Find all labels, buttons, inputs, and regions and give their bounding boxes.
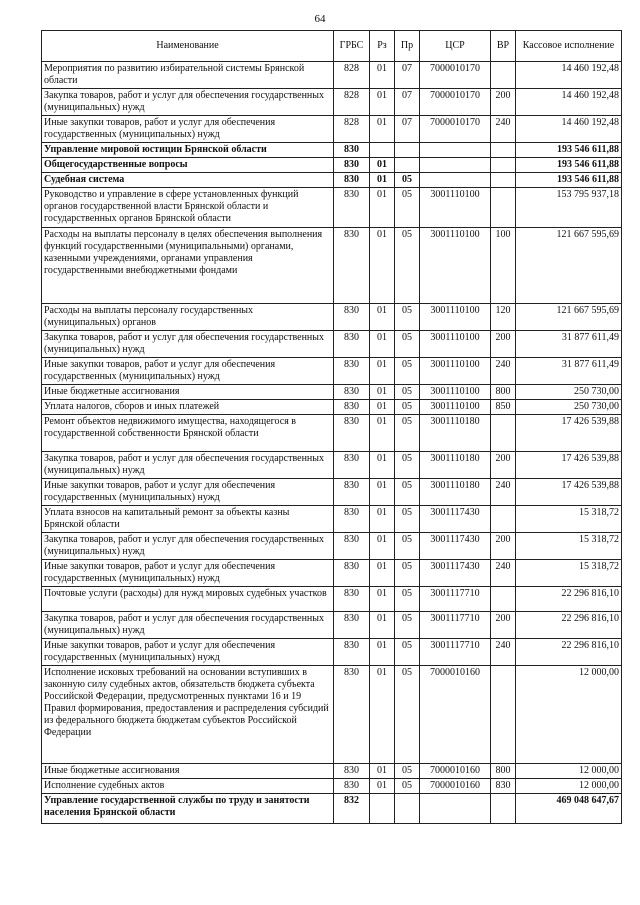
cell-name: Закупка товаров, работ и услуг для обеспечения государственных (муниципальных) нужд — [42, 533, 334, 560]
cell-rz — [370, 794, 395, 824]
cell-pr: 05 — [395, 400, 420, 415]
cell-pr: 05 — [395, 560, 420, 587]
cell-amount: 22 296 816,10 — [516, 639, 622, 666]
cell-grbs: 830 — [334, 400, 370, 415]
cell-amount: 250 730,00 — [516, 400, 622, 415]
cell-pr: 05 — [395, 533, 420, 560]
header-vr: ВР — [491, 31, 516, 62]
cell-name: Ремонт объектов недвижимого имущества, находящегося в государственной собственности Брянской области — [42, 415, 334, 452]
cell-vr: 200 — [491, 331, 516, 358]
cell-grbs: 830 — [334, 173, 370, 188]
cell-rz: 01 — [370, 89, 395, 116]
cell-name: Исполнение судебных актов — [42, 779, 334, 794]
cell-rz: 01 — [370, 304, 395, 331]
cell-pr: 07 — [395, 62, 420, 89]
table-row — [42, 764, 622, 779]
cell-vr — [491, 506, 516, 533]
cell-amount: 17 426 539,88 — [516, 452, 622, 479]
table-header-row — [42, 31, 622, 62]
cell-grbs: 830 — [334, 779, 370, 794]
cell-name: Исполнение исковых требований на основании вступивших в законную силу судебных актов, обязательств бюджета субъекта Российской Федерации, предусмотренных пунктами 16 и 19 Правил формирования, предоставления и распределения субсидий из федерального бюджета бюджетам субъектов Российской Федерации — [42, 666, 334, 764]
cell-name: Управление государственной службы по труду и занятости населения Брянской области — [42, 794, 334, 824]
table-row — [42, 358, 622, 385]
cell-name: Управление мировой юстиции Брянской области — [42, 143, 334, 158]
cell-amount: 15 318,72 — [516, 560, 622, 587]
header-name: Наименование — [42, 31, 334, 62]
cell-grbs: 830 — [334, 587, 370, 612]
cell-vr: 200 — [491, 533, 516, 560]
cell-rz: 01 — [370, 331, 395, 358]
cell-rz: 01 — [370, 560, 395, 587]
cell-pr: 05 — [395, 228, 420, 304]
cell-name: Иные закупки товаров, работ и услуг для обеспечения государственных (муниципальных) нужд — [42, 479, 334, 506]
cell-vr: 800 — [491, 764, 516, 779]
cell-rz: 01 — [370, 385, 395, 400]
cell-name: Иные бюджетные ассигнования — [42, 385, 334, 400]
cell-name: Расходы на выплаты персоналу в целях обеспечения выполнения функций государственными (муниципальными) органами, казенными учреждениями, органами управления государственными внебюджетными фондами — [42, 228, 334, 304]
cell-amount: 12 000,00 — [516, 764, 622, 779]
cell-rz: 01 — [370, 506, 395, 533]
cell-vr: 240 — [491, 116, 516, 143]
cell-amount: 250 730,00 — [516, 385, 622, 400]
cell-vr — [491, 158, 516, 173]
cell-grbs: 830 — [334, 358, 370, 385]
cell-rz: 01 — [370, 228, 395, 304]
cell-grbs: 830 — [334, 304, 370, 331]
cell-rz — [370, 143, 395, 158]
cell-grbs: 832 — [334, 794, 370, 824]
table-row — [42, 794, 622, 824]
budget-table — [41, 30, 622, 824]
cell-grbs: 830 — [334, 385, 370, 400]
cell-pr: 05 — [395, 612, 420, 639]
cell-grbs: 830 — [334, 188, 370, 228]
cell-vr: 850 — [491, 400, 516, 415]
cell-csr — [420, 143, 491, 158]
cell-vr: 240 — [491, 479, 516, 506]
cell-csr: 3001110100 — [420, 331, 491, 358]
cell-pr: 05 — [395, 188, 420, 228]
cell-vr: 830 — [491, 779, 516, 794]
cell-amount: 15 318,72 — [516, 533, 622, 560]
cell-name: Расходы на выплаты персоналу государственных (муниципальных) органов — [42, 304, 334, 331]
cell-rz: 01 — [370, 764, 395, 779]
cell-grbs: 828 — [334, 89, 370, 116]
cell-name: Закупка товаров, работ и услуг для обеспечения государственных (муниципальных) нужд — [42, 89, 334, 116]
cell-rz: 01 — [370, 612, 395, 639]
cell-csr — [420, 158, 491, 173]
cell-pr: 05 — [395, 764, 420, 779]
cell-grbs: 828 — [334, 62, 370, 89]
cell-name: Почтовые услуги (расходы) для нужд мировых судебных участков — [42, 587, 334, 612]
cell-name: Судебная система — [42, 173, 334, 188]
cell-vr: 200 — [491, 612, 516, 639]
cell-pr — [395, 143, 420, 158]
table-row — [42, 331, 622, 358]
cell-grbs: 830 — [334, 143, 370, 158]
cell-grbs: 830 — [334, 158, 370, 173]
cell-vr — [491, 143, 516, 158]
cell-csr: 3001110100 — [420, 385, 491, 400]
table-row — [42, 385, 622, 400]
cell-grbs: 830 — [334, 479, 370, 506]
table-body — [42, 62, 622, 824]
cell-csr: 3001110100 — [420, 358, 491, 385]
cell-pr — [395, 158, 420, 173]
table-row — [42, 779, 622, 794]
cell-name: Закупка товаров, работ и услуг для обеспечения государственных (муниципальных) нужд — [42, 331, 334, 358]
cell-pr — [395, 794, 420, 824]
cell-vr — [491, 415, 516, 452]
cell-grbs: 830 — [334, 415, 370, 452]
cell-csr — [420, 173, 491, 188]
cell-csr: 3001110100 — [420, 228, 491, 304]
table-row — [42, 173, 622, 188]
cell-amount: 121 667 595,69 — [516, 304, 622, 331]
cell-csr: 3001117710 — [420, 639, 491, 666]
cell-rz: 01 — [370, 587, 395, 612]
cell-amount: 12 000,00 — [516, 779, 622, 794]
cell-amount: 14 460 192,48 — [516, 89, 622, 116]
cell-grbs: 830 — [334, 533, 370, 560]
cell-csr: 3001117430 — [420, 506, 491, 533]
table-row — [42, 612, 622, 639]
cell-amount: 193 546 611,88 — [516, 173, 622, 188]
cell-grbs: 830 — [334, 764, 370, 779]
cell-csr: 7000010170 — [420, 62, 491, 89]
cell-amount: 17 426 539,88 — [516, 479, 622, 506]
cell-csr: 3001117430 — [420, 533, 491, 560]
cell-pr: 07 — [395, 116, 420, 143]
cell-name: Закупка товаров, работ и услуг для обеспечения государственных (муниципальных) нужд — [42, 612, 334, 639]
cell-rz: 01 — [370, 158, 395, 173]
cell-grbs: 830 — [334, 331, 370, 358]
cell-amount: 22 296 816,10 — [516, 612, 622, 639]
cell-name: Закупка товаров, работ и услуг для обеспечения государственных (муниципальных) нужд — [42, 452, 334, 479]
cell-rz: 01 — [370, 779, 395, 794]
cell-pr: 05 — [395, 506, 420, 533]
cell-csr: 3001110180 — [420, 452, 491, 479]
cell-csr: 3001110180 — [420, 479, 491, 506]
cell-pr: 05 — [395, 304, 420, 331]
cell-csr: 7000010170 — [420, 89, 491, 116]
cell-amount: 193 546 611,88 — [516, 143, 622, 158]
cell-grbs: 830 — [334, 666, 370, 764]
cell-vr: 240 — [491, 358, 516, 385]
cell-name: Руководство и управление в сфере установленных функций органов государственной власти Брянской области и государственных органов Брянской области — [42, 188, 334, 228]
cell-csr: 3001110100 — [420, 304, 491, 331]
cell-vr — [491, 62, 516, 89]
page-number: 64 — [314, 13, 326, 25]
cell-amount: 14 460 192,48 — [516, 116, 622, 143]
cell-csr: 7000010160 — [420, 666, 491, 764]
cell-name: Иные закупки товаров, работ и услуг для обеспечения государственных (муниципальных) нужд — [42, 358, 334, 385]
cell-vr: 800 — [491, 385, 516, 400]
cell-vr: 240 — [491, 639, 516, 666]
cell-amount: 121 667 595,69 — [516, 228, 622, 304]
cell-csr: 3001110100 — [420, 188, 491, 228]
table-row — [42, 228, 622, 304]
cell-pr: 05 — [395, 452, 420, 479]
header-csr: ЦСР — [420, 31, 491, 62]
table-row — [42, 533, 622, 560]
cell-rz: 01 — [370, 62, 395, 89]
cell-vr: 240 — [491, 560, 516, 587]
cell-rz: 01 — [370, 452, 395, 479]
cell-grbs: 830 — [334, 639, 370, 666]
cell-pr: 05 — [395, 587, 420, 612]
cell-vr — [491, 188, 516, 228]
cell-amount: 12 000,00 — [516, 666, 622, 764]
cell-amount: 469 048 647,67 — [516, 794, 622, 824]
cell-pr: 05 — [395, 415, 420, 452]
table-row — [42, 506, 622, 533]
cell-rz: 01 — [370, 358, 395, 385]
table-row — [42, 158, 622, 173]
table-row — [42, 62, 622, 89]
cell-vr — [491, 794, 516, 824]
cell-rz: 01 — [370, 533, 395, 560]
cell-amount: 31 877 611,49 — [516, 331, 622, 358]
table-row — [42, 143, 622, 158]
cell-csr: 7000010160 — [420, 779, 491, 794]
cell-grbs: 830 — [334, 560, 370, 587]
cell-amount: 22 296 816,10 — [516, 587, 622, 612]
cell-amount: 15 318,72 — [516, 506, 622, 533]
cell-pr: 05 — [395, 385, 420, 400]
table-row — [42, 452, 622, 479]
cell-csr: 7000010170 — [420, 116, 491, 143]
cell-csr: 3001110100 — [420, 400, 491, 415]
cell-pr: 05 — [395, 173, 420, 188]
table-row — [42, 415, 622, 452]
cell-amount: 153 795 937,18 — [516, 188, 622, 228]
table-row — [42, 188, 622, 228]
cell-rz: 01 — [370, 415, 395, 452]
cell-pr: 05 — [395, 779, 420, 794]
cell-rz: 01 — [370, 639, 395, 666]
cell-name: Уплата взносов на капитальный ремонт за объекты казны Брянской области — [42, 506, 334, 533]
cell-amount: 17 426 539,88 — [516, 415, 622, 452]
cell-vr — [491, 666, 516, 764]
cell-grbs: 830 — [334, 612, 370, 639]
table-row — [42, 89, 622, 116]
cell-pr: 05 — [395, 358, 420, 385]
cell-name: Мероприятия по развитию избирательной системы Брянской области — [42, 62, 334, 89]
cell-grbs: 830 — [334, 452, 370, 479]
cell-pr: 05 — [395, 479, 420, 506]
cell-grbs: 830 — [334, 506, 370, 533]
header-amount: Кассовое исполнение — [516, 31, 622, 62]
cell-vr — [491, 587, 516, 612]
cell-grbs: 830 — [334, 228, 370, 304]
cell-name: Общегосударственные вопросы — [42, 158, 334, 173]
table-row — [42, 304, 622, 331]
cell-csr: 3001117430 — [420, 560, 491, 587]
cell-amount: 193 546 611,88 — [516, 158, 622, 173]
cell-name: Иные закупки товаров, работ и услуг для обеспечения государственных (муниципальных) нужд — [42, 639, 334, 666]
table-row — [42, 560, 622, 587]
cell-csr: 3001117710 — [420, 612, 491, 639]
cell-vr: 200 — [491, 452, 516, 479]
cell-name: Иные бюджетные ассигнования — [42, 764, 334, 779]
table-row — [42, 587, 622, 612]
table-row — [42, 400, 622, 415]
cell-pr: 05 — [395, 331, 420, 358]
cell-amount: 14 460 192,48 — [516, 62, 622, 89]
cell-csr: 7000010160 — [420, 764, 491, 779]
header-pr: Пр — [395, 31, 420, 62]
cell-name: Иные закупки товаров, работ и услуг для обеспечения государственных (муниципальных) нужд — [42, 116, 334, 143]
cell-csr: 3001110180 — [420, 415, 491, 452]
cell-vr: 120 — [491, 304, 516, 331]
cell-rz: 01 — [370, 188, 395, 228]
cell-rz: 01 — [370, 173, 395, 188]
table-row — [42, 639, 622, 666]
cell-vr: 100 — [491, 228, 516, 304]
cell-rz: 01 — [370, 400, 395, 415]
cell-rz: 01 — [370, 666, 395, 764]
cell-name: Иные закупки товаров, работ и услуг для обеспечения государственных (муниципальных) нужд — [42, 560, 334, 587]
cell-pr: 05 — [395, 639, 420, 666]
cell-vr: 200 — [491, 89, 516, 116]
cell-pr: 05 — [395, 666, 420, 764]
table-row — [42, 116, 622, 143]
cell-pr: 07 — [395, 89, 420, 116]
cell-csr: 3001117710 — [420, 587, 491, 612]
header-grbs: ГРБС — [334, 31, 370, 62]
cell-grbs: 828 — [334, 116, 370, 143]
cell-amount: 31 877 611,49 — [516, 358, 622, 385]
table-row — [42, 666, 622, 764]
header-rz: Рз — [370, 31, 395, 62]
cell-rz: 01 — [370, 116, 395, 143]
cell-rz: 01 — [370, 479, 395, 506]
cell-csr — [420, 794, 491, 824]
cell-vr — [491, 173, 516, 188]
table-row — [42, 479, 622, 506]
cell-name: Уплата налогов, сборов и иных платежей — [42, 400, 334, 415]
